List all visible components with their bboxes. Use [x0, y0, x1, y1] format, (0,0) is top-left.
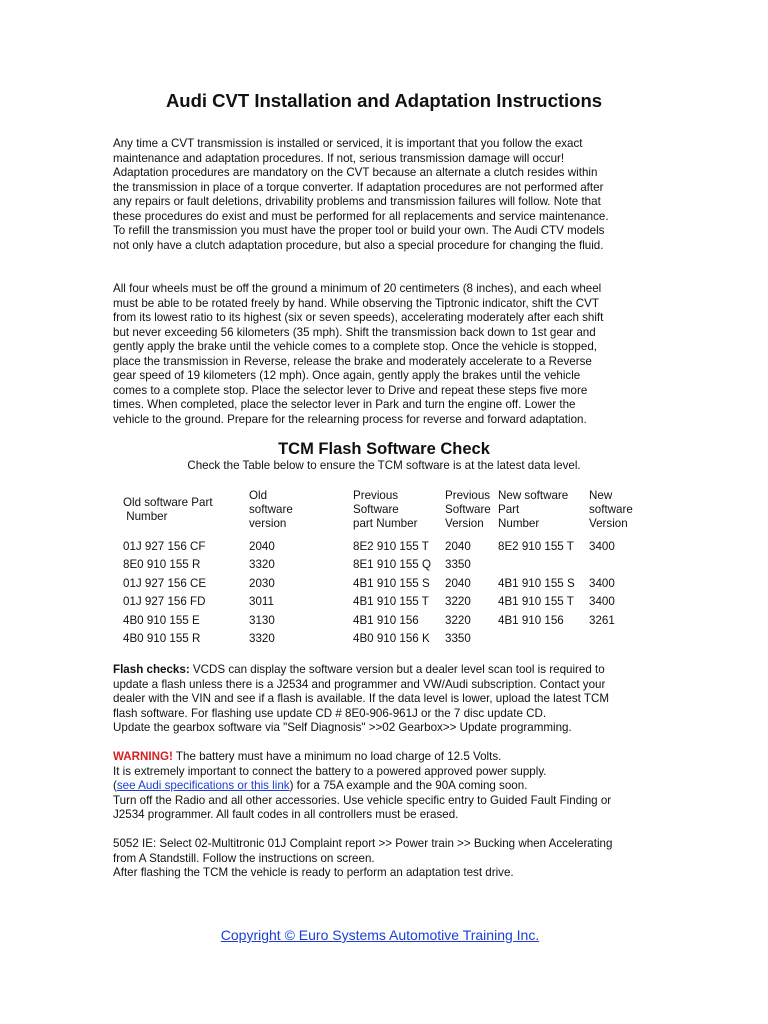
table-cell: 3400 — [589, 595, 615, 609]
tcm-section-title: TCM Flash Software Check — [278, 440, 490, 458]
procedure-line: All four wheels must be off the ground a minimum of 20 centimeters (8 inches), and each wheel — [113, 282, 602, 295]
header-old-version: Old software version — [249, 489, 293, 531]
table-cell: 4B0 910 155 E — [123, 613, 200, 627]
flash-line: Update the gearbox software via "Self Diagnosis" >>02 Gearbox>> Update programming. — [113, 721, 572, 734]
table-row — [119, 593, 649, 612]
intro-paragraph — [113, 137, 673, 253]
table-row — [119, 556, 649, 575]
table-cell: 3320 — [249, 558, 275, 572]
intro-line: Adaptation procedures are mandatory on the CVT because an alternate a clutch resides within — [113, 166, 598, 179]
table-cell: 3350 — [445, 632, 471, 646]
procedure-line: place the transmission in Reverse, release the brake and moderately accelerate to a Reverse — [113, 354, 592, 368]
table-cell: 3400 — [589, 539, 615, 553]
table-row — [119, 612, 649, 631]
procedure-line: times. When completed, place the selector lever in Park and turn the engine off. Lower the — [113, 398, 576, 411]
intro-line: maintenance and adaptation procedures. If not, serious transmission damage will occur! — [113, 151, 565, 165]
table-row — [119, 538, 649, 557]
procedure-line: from its lowest ratio to its highest (six or seven speeds), accelerating moderately after each shift — [113, 311, 604, 324]
flash-line: flash software. For flashing use update CD # 8E0-906-961J or the 7 disc update CD. — [113, 706, 547, 720]
intro-line: these procedures do exist and must be performed for all replacements and service maintenance. — [113, 209, 609, 223]
intro-line: any repairs or fault deletions, drivability problems and transmission failures will follow. Note that — [113, 195, 601, 208]
table-cell: 2030 — [249, 576, 275, 590]
table-cell — [498, 630, 589, 649]
intro-line: Any time a CVT transmission is installed or serviced, it is important that you follow the exact — [113, 137, 583, 150]
copyright-link[interactable]: Copyright © Euro Systems Automotive Training Inc. — [220, 927, 540, 943]
flash-line: update a flash unless there is a J2534 and programmer and VW/Audi subscription. Contact your — [113, 677, 606, 691]
table-cell: 3350 — [445, 558, 471, 572]
table-cell: 3220 — [445, 613, 471, 627]
warning-line: It is extremely important to connect the battery to a powered approved power supply. — [113, 764, 547, 778]
flash-checks-paragraph — [113, 663, 673, 736]
procedure-line: vehicle to the ground. Prepare for the relearning process for reverse and forward adaptation. — [113, 412, 587, 426]
table-cell: 01J 927 156 CF — [123, 539, 206, 553]
table-row — [119, 575, 649, 594]
procedure-line: gently apply the brake until the vehicle comes to a complete stop. Once the vehicle is stopped, — [113, 340, 597, 353]
complaint-line: 5052 IE: Select 02-Multitronic 01J Complaint report >> Power train >> Bucking when Accelerating — [113, 837, 613, 850]
intro-line: not only have a clutch adaptation procedure, but also a special procedure for changing the fluid. — [113, 238, 604, 252]
table-cell: 01J 927 156 FD — [123, 595, 206, 609]
procedure-line: must be able to be rotated freely by hand. While observing the Tiptronic indicator, shift the CVT — [113, 296, 599, 310]
intro-line: To refill the transmission you must have the proper tool or build your own. The Audi CTV models — [113, 224, 605, 237]
flash-line: VCDS can display the software version but a dealer level scan tool is required to — [189, 663, 605, 676]
table-cell: 01J 927 156 CE — [123, 576, 207, 590]
header-new-part-number: New software Part Number — [498, 489, 569, 531]
tcm-section-subtitle: Check the Table below to ensure the TCM software is at the latest data level. — [187, 459, 581, 472]
warning-line: ( — [113, 779, 117, 792]
table-cell: 2040 — [249, 539, 275, 553]
flash-line: dealer with the VIN and see if a flash is available. If the data level is lower, upload the latest TCM — [113, 692, 610, 705]
header-previous-version: Previous Software Version — [445, 489, 491, 531]
table-cell: 3130 — [249, 613, 275, 627]
table-cell: 4B1 910 156 — [498, 613, 564, 627]
table-cell: 4B1 910 155 S — [353, 576, 430, 590]
table-cell: 2040 — [445, 539, 471, 553]
table-cell: 4B1 910 156 — [353, 613, 419, 627]
warning-paragraph — [113, 750, 673, 823]
warning-line: The battery must have a minimum no load charge of 12.5 Volts. — [172, 750, 502, 763]
warning-line: Turn off the Radio and all other accessories. Use vehicle specific entry to Guided Fault Finding or — [113, 793, 612, 807]
table-row — [119, 630, 649, 649]
table-cell: 3400 — [589, 576, 615, 590]
table-cell: 8E2 910 155 T — [353, 539, 429, 553]
table-cell: 3011 — [249, 595, 274, 609]
table-cell: 4B1 910 155 T — [498, 595, 574, 609]
audi-specifications-link[interactable]: see Audi specifications or this link — [116, 779, 290, 792]
warning-label: WARNING! — [113, 750, 173, 763]
table-cell: 4B1 910 155 S — [498, 576, 575, 590]
table-cell — [589, 556, 649, 575]
table-cell: 4B1 910 155 T — [353, 595, 429, 609]
complaint-paragraph — [113, 837, 673, 881]
complaint-line: After flashing the TCM the vehicle is ready to perform an adaptation test drive. — [113, 866, 514, 879]
warning-line: J2534 programmer. All fault codes in all controllers must be erased. — [113, 808, 459, 821]
procedure-paragraph — [113, 282, 673, 427]
procedure-line: comes to a complete stop. Place the selector lever to Drive and repeat these steps five more — [113, 383, 588, 397]
page-title: Audi CVT Installation and Adaptation Instructions — [165, 90, 603, 111]
header-new-version: New software Version — [589, 489, 633, 531]
software-table — [119, 489, 649, 649]
warning-line: ) for a 75A example and the 90A coming soon. — [289, 779, 528, 792]
table-cell: 2040 — [445, 576, 471, 590]
procedure-line: but never exceeding 56 kilometers (35 mph). Shift the transmission back down to 1st gear and — [113, 325, 596, 339]
table-cell: 3320 — [249, 632, 275, 646]
header-old-part-number: Old software Part Number — [123, 496, 213, 524]
intro-line: the transmission in place of a torque converter. If adaptation procedures are not performed after — [113, 180, 604, 194]
table-cell — [498, 556, 589, 575]
table-cell: 8E0 910 155 R — [123, 558, 201, 572]
table-header-row — [119, 489, 649, 538]
table-cell — [589, 630, 649, 649]
table-cell: 8E1 910 155 Q — [353, 558, 431, 572]
complaint-line: from A Standstill. Follow the instructions on screen. — [113, 851, 375, 865]
procedure-line: gear speed of 19 kilometers (12 mph). Once again, gently apply the brakes until the vehicle — [113, 369, 581, 382]
table-cell: 8E2 910 155 T — [498, 539, 574, 553]
table-cell: 4B0 910 155 R — [123, 632, 201, 646]
table-cell: 3261 — [589, 613, 615, 627]
flash-checks-label: Flash checks: — [113, 663, 190, 676]
copyright-footer — [0, 927, 768, 943]
table-cell: 3220 — [445, 595, 471, 609]
table-cell: 4B0 910 156 K — [353, 632, 430, 646]
header-previous-part-number: Previous Software part Number — [353, 489, 418, 531]
